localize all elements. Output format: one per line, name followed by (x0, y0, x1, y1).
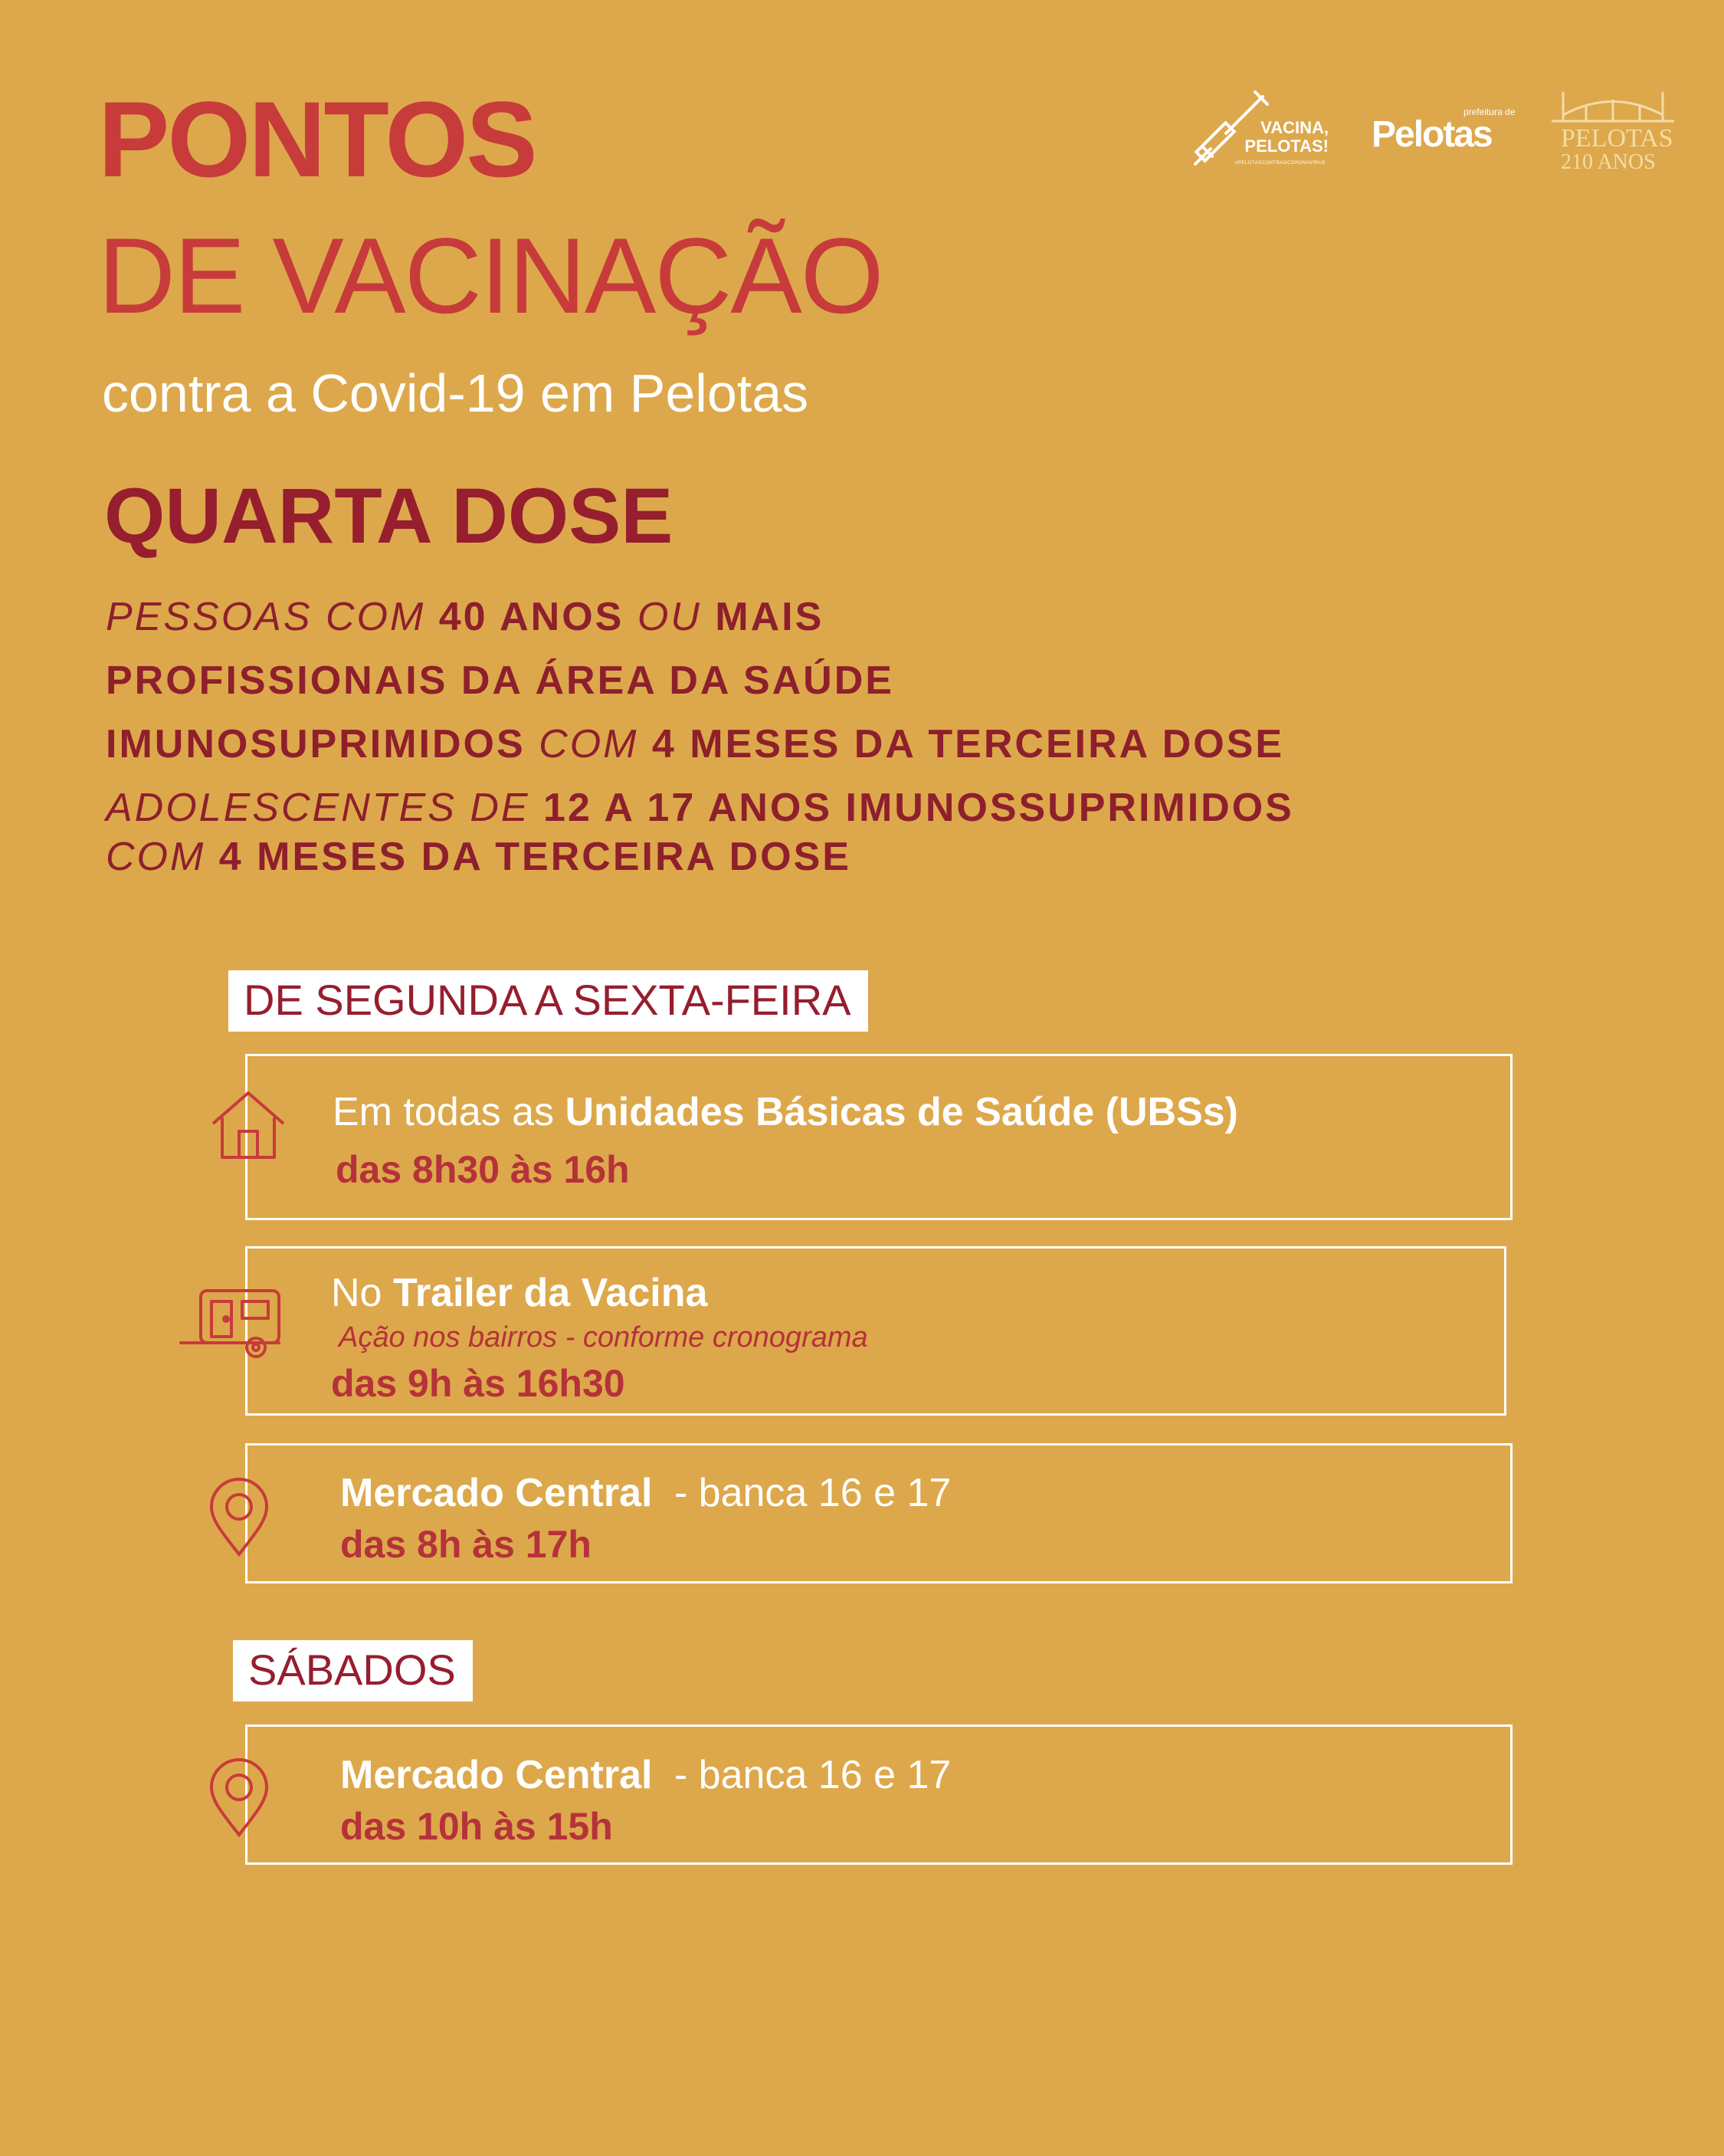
prefeitura-pelotas-logo (1372, 107, 1517, 161)
mercado-saturday-detail: - banca 16 e 17 (674, 1753, 952, 1797)
criteria-line-4 (106, 788, 1294, 828)
criteria-line-2 (106, 658, 894, 703)
trailer-icon (178, 1285, 287, 1361)
ubs-time: das 8h30 às 16h (336, 1148, 630, 1191)
bridge-arch-icon (1544, 84, 1682, 123)
criteria-line-5 (106, 837, 851, 877)
mercado-weekday-line (340, 1473, 951, 1513)
title-pontos: PONTOS (98, 79, 536, 199)
criteria-1-part-2: 40 ANOS (438, 595, 624, 639)
mercado-saturday-line (340, 1755, 951, 1795)
vacina-logo-line2: PELOTAS! (1244, 136, 1329, 156)
ubs-name: Unidades Básicas de Saúde (UBSs) (565, 1090, 1238, 1134)
aniv-line2: 210 ANOS (1561, 150, 1656, 174)
vacina-logo-line1: VACINA, (1260, 118, 1329, 137)
criteria-line-3 (106, 724, 1284, 764)
location-pin-icon-saturday (207, 1757, 271, 1838)
trailer-line (331, 1273, 707, 1313)
criteria-line-1 (106, 597, 824, 637)
location-pin-icon (207, 1476, 271, 1557)
criteria-3-part-3: 4 MESES DA TERCEIRA DOSE (651, 722, 1285, 766)
criteria-3-part-2: COM (539, 722, 639, 766)
prefeitura-name: Pelotas (1372, 114, 1492, 155)
saturdays-label: SÁBADOS (233, 1640, 473, 1702)
ubs-line (333, 1092, 1238, 1132)
dose-title: QUARTA DOSE (104, 472, 674, 560)
mercado-weekday-time: das 8h às 17h (340, 1523, 592, 1566)
pelotas-210-anos-logo (1544, 84, 1682, 172)
vacina-pelotas-logo (1189, 86, 1327, 170)
aniv-line1: PELOTAS (1561, 124, 1673, 153)
criteria-4-part-2: 12 A 17 ANOS IMUNOSSUPRIMIDOS (543, 786, 1294, 830)
mercado-weekday-detail: - banca 16 e 17 (674, 1471, 952, 1515)
weekdays-label: DE SEGUNDA A SEXTA-FEIRA (228, 970, 868, 1032)
criteria-1-part-3: OU (637, 595, 702, 639)
mercado-saturday-time: das 10h às 15h (340, 1805, 613, 1848)
criteria-5-part-2: 4 MESES DA TERCEIRA DOSE (218, 835, 851, 879)
trailer-name: Trailer da Vacina (392, 1271, 708, 1315)
vacina-logo-tag: #PELOTASCONTRAOCORONAVÍRUS (1235, 161, 1326, 166)
ubs-prefix: Em todas as (333, 1090, 555, 1134)
trailer-note: Ação nos bairros - conforme cronograma (339, 1321, 868, 1354)
house-icon (208, 1088, 288, 1162)
mercado-saturday-name: Mercado Central (340, 1753, 653, 1797)
subtitle: contra a Covid-19 em Pelotas (102, 363, 809, 423)
criteria-4-part-1: ADOLESCENTES DE (106, 786, 530, 830)
criteria-1-part-1: PESSOAS COM (106, 595, 426, 639)
trailer-prefix: No (331, 1271, 382, 1315)
criteria-2-part-1: PROFISSIONAIS DA ÁREA DA SAÚDE (106, 658, 894, 703)
prefeitura-small-text: prefeitura de (1463, 107, 1516, 117)
criteria-5-part-1: COM (106, 835, 206, 879)
criteria-1-part-4: MAIS (715, 595, 824, 639)
trailer-time: das 9h às 16h30 (331, 1362, 625, 1405)
title-vacinacao: DE VACINAÇÃO (98, 215, 883, 336)
ubs-box (245, 1054, 1513, 1220)
mercado-weekday-name: Mercado Central (340, 1471, 653, 1515)
criteria-3-part-1: IMUNOSUPRIMIDOS (106, 722, 526, 766)
